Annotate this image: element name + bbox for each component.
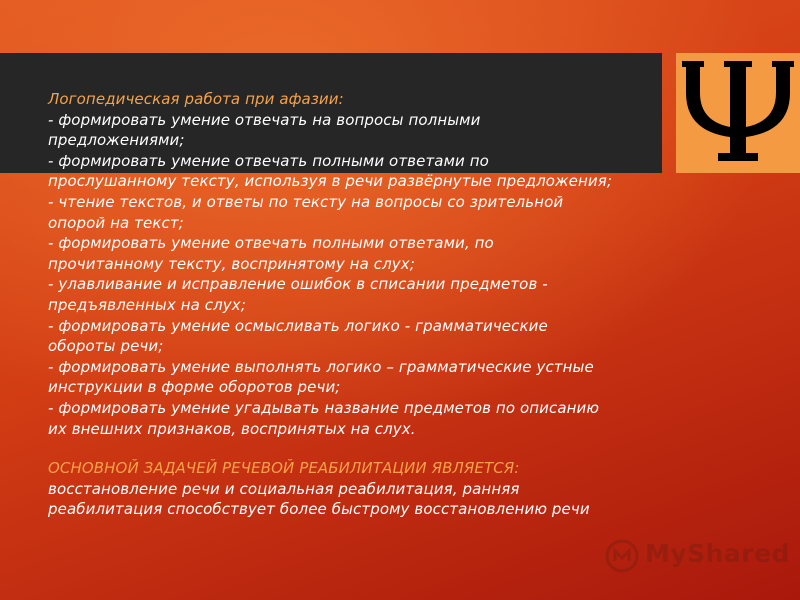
content-line: - формировать умение отвечать на вопросы полными — [48, 110, 481, 129]
content-line: - формировать умение отвечать полными ответами, по — [48, 234, 494, 253]
content-line: их внешних признаков, воспринятых на слух. — [48, 419, 416, 438]
content-line: обороты речи; — [48, 337, 164, 356]
task-line: реабилитация способствует более быстрому восстановлению речи — [48, 500, 590, 519]
watermark-icon — [605, 539, 639, 573]
content-line: - формировать умение отвечать полными ответами по — [48, 151, 489, 170]
content-line: - формировать умение угадывать название предметов по описанию — [48, 398, 600, 417]
content-line: инструкции в форме оборотов речи; — [48, 378, 341, 397]
content-line: - формировать умение выполнять логико – грамматические устные — [48, 357, 594, 376]
watermark — [605, 535, 791, 575]
slide-content — [48, 89, 748, 520]
content-line: предложениями; — [48, 131, 185, 150]
content-line: прослушанному тексту, используя в речи развёрнутые предложения; — [48, 172, 613, 191]
task-line: восстановление речи и социальная реабилитация, ранняя — [48, 479, 520, 498]
task-heading: ОСНОВНОЙ ЗАДАЧЕЙ РЕЧЕВОЙ РЕАБИЛИТАЦИИ ЯВЛЯЕТСЯ: — [48, 459, 520, 478]
content-line: - чтение текстов, и ответы по тексту на вопросы со зрительной — [48, 192, 564, 211]
content-line: опорой на текст; — [48, 213, 184, 232]
content-line: прочитанному тексту, воспринятому на слух; — [48, 254, 415, 273]
content-line: предъявленных на слух; — [48, 295, 246, 314]
watermark-text: MyShared — [645, 539, 791, 568]
slide-heading: Логопедическая работа при афазии: — [48, 90, 344, 108]
content-line: - формировать умение осмысливать логико - грамматические — [48, 316, 548, 335]
content-line: - улавливание и исправление ошибок в списании предметов - — [48, 275, 548, 294]
